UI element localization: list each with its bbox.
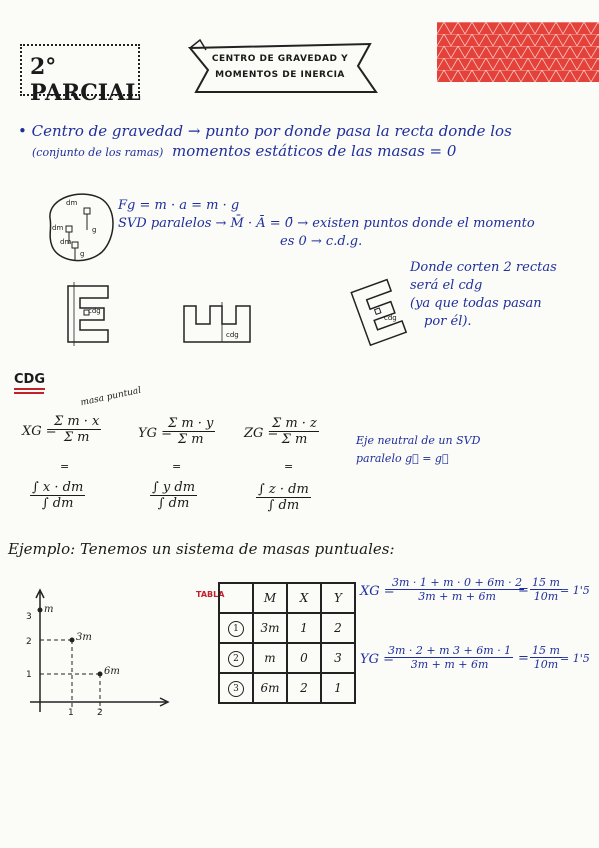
table-cell: 0	[287, 643, 321, 673]
blob-label-3: g	[92, 226, 97, 234]
intro-line-1: • Centro de gravedad → punto por donde pasa la recta donde los	[18, 122, 512, 140]
table-cell: 2	[287, 673, 321, 703]
integral-x-den: ∫ dm	[41, 496, 74, 511]
row-index: 1	[228, 621, 244, 637]
eq-sign-z: =	[284, 460, 294, 473]
blob-label-4: dm	[60, 238, 72, 246]
shape-label-e: cdg	[88, 307, 101, 315]
eq-sign-y: =	[172, 460, 182, 473]
result-yg-label: YG =	[360, 652, 394, 667]
integral-x-frac	[30, 480, 85, 511]
result-yg-mid-frac	[530, 644, 562, 671]
table-header-cell	[219, 583, 253, 613]
table-header-cell: M	[253, 583, 287, 613]
graph-ytick-2: 2	[26, 637, 32, 647]
result-yg-value: = 1'5	[560, 652, 590, 665]
result-xg-num: 3m · 1 + m · 0 + 6m · 2	[392, 576, 523, 589]
shape-label-rotated: cdg	[384, 314, 397, 322]
table-index-cell	[219, 673, 253, 703]
cdg-note-3: (ya que todas pasan	[410, 296, 542, 311]
example-line: Ejemplo: Tenemos un sistema de masas puntuales:	[8, 540, 395, 558]
table-header-cell: X	[287, 583, 321, 613]
axis-note-2: paralelo g⃗ = g⃗	[356, 452, 449, 465]
cdg-heading: CDG	[14, 372, 45, 390]
result-yg-den: 3m + m + 6m	[410, 658, 489, 671]
formula-yg-den: Σ m	[177, 432, 204, 447]
intro-line-2-small: (conjunto de los ramas)	[32, 146, 164, 159]
table-cell: 3	[321, 643, 355, 673]
integral-z-den: ∫ dm	[267, 498, 300, 513]
formula-zg-frac	[270, 416, 319, 447]
table-cell: 1	[321, 673, 355, 703]
table-cell: 2	[321, 613, 355, 643]
table-row	[219, 613, 355, 643]
cdg-underline-2	[14, 392, 44, 394]
graph-ytick-1: 1	[26, 670, 32, 680]
table-row	[219, 643, 355, 673]
result-xg-mid-den: 10m	[533, 590, 559, 603]
blob-label-2: dm	[52, 224, 64, 232]
red-pattern-block	[437, 22, 599, 82]
formula-yg-frac	[166, 416, 215, 447]
result-yg-num: 3m · 2 + m 3 + 6m · 1	[388, 644, 512, 657]
table-cell: m	[253, 643, 287, 673]
formula-zg-num: Σ m · z	[272, 416, 317, 431]
formula-yg-label: YG =	[138, 426, 172, 441]
table-index-cell	[219, 613, 253, 643]
formula-zg-label: ZG =	[244, 426, 279, 441]
result-xg-label: XG =	[360, 584, 395, 599]
graph-point-m: m	[44, 604, 54, 615]
formula-xg-den: Σ m	[63, 430, 90, 445]
formula-yg-num: Σ m · y	[168, 416, 214, 431]
masa-puntual-note: masa puntual	[79, 385, 143, 409]
cdg-note-2: será el cdg	[410, 278, 483, 293]
table-cell: 1	[287, 613, 321, 643]
result-xg-mid-num: 15 m	[532, 576, 560, 589]
integral-y-den: ∫ dm	[157, 496, 190, 511]
integral-y-num: ∫ y dm	[152, 480, 196, 495]
blob-label-5: g	[80, 250, 85, 258]
cdg-note-4: por él).	[424, 314, 472, 329]
graph-xtick-2: 2	[97, 708, 103, 718]
ribbon-line-1: CENTRO DE GRAVEDAD Y	[211, 54, 349, 64]
e-shape-figure	[64, 282, 114, 348]
result-xg-den: 3m + m + 6m	[418, 590, 496, 603]
graph-xtick-1: 1	[68, 708, 74, 718]
fg-eq-1: Fg = m · a = m · g	[118, 198, 240, 213]
integral-z-num: ∫ z · dm	[258, 482, 309, 497]
integral-z-frac	[256, 482, 311, 513]
table-cell: 3m	[253, 613, 287, 643]
ribbon-banner	[180, 36, 380, 100]
blob-label-1: dm	[66, 199, 78, 207]
title-box	[20, 44, 141, 106]
rotated-e-shape-figure	[350, 278, 410, 348]
result-yg-frac	[386, 644, 513, 671]
row-index: 2	[228, 651, 244, 667]
table-index-cell	[219, 643, 253, 673]
formula-xg-num: Σ m · x	[54, 414, 100, 429]
formula-zg-den: Σ m	[281, 432, 308, 447]
table-cell: 6m	[253, 673, 287, 703]
result-yg-mid-den: 10m	[533, 658, 559, 671]
page-title: 2° PARCIAL	[30, 54, 141, 106]
table-header-row	[219, 583, 355, 613]
graph-point-6m: 6m	[104, 666, 120, 677]
graph-point-3m: 3m	[76, 632, 92, 643]
comb-shape-figure	[180, 302, 264, 346]
result-xg-frac	[390, 576, 524, 603]
eq-sign-x: =	[60, 460, 70, 473]
graph-ytick-3: 3	[26, 612, 32, 622]
ribbon-line-2: MOMENTOS DE INERCIA	[215, 70, 345, 80]
integral-x-num: ∫ x · dm	[32, 480, 84, 495]
mass-table	[218, 582, 356, 704]
table-row	[219, 673, 355, 703]
cdg-note-1: Donde corten 2 rectas	[410, 260, 557, 275]
result-xg-eq: =	[518, 583, 529, 598]
axis-note-1: Eje neutral de un SVD	[356, 434, 481, 447]
fg-eq-2: SVD paralelos → M̄ · Ā = 0̄ → existen puntos donde el momento	[118, 216, 535, 231]
table-header-cell: Y	[321, 583, 355, 613]
result-xg-mid-frac	[530, 576, 562, 603]
formula-xg-frac	[52, 414, 101, 445]
integral-y-frac	[150, 480, 197, 511]
table-caption: TABLA	[196, 590, 225, 599]
result-yg-eq: =	[518, 651, 529, 666]
intro-line-2: momentos estáticos de las masas = 0	[172, 142, 457, 160]
result-yg-mid-num: 15 m	[532, 644, 560, 657]
result-xg-value: = 1'5	[560, 584, 590, 597]
formula-xg-label: XG =	[22, 424, 57, 439]
fg-eq-3: es 0 → c.d.g.	[280, 234, 363, 249]
row-index: 3	[228, 681, 244, 697]
shape-label-comb: cdg	[226, 331, 239, 339]
